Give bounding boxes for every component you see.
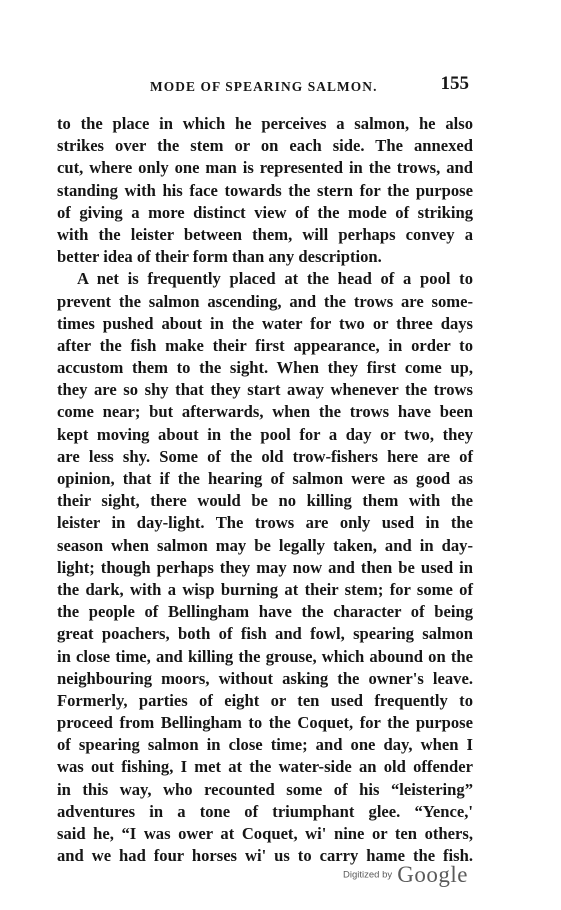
watermark-prefix: Digitized by — [343, 869, 393, 881]
google-logo: Google — [397, 862, 468, 887]
text-line: strikes over the stem or on each side. The annexed — [57, 136, 473, 156]
text-line: of giving a more distinct view of the mode of striking — [57, 202, 473, 222]
text-line: in close time, and killing the grouse, which abound on the — [57, 646, 473, 666]
text-line: adventures in a tone of triumphant glee. “Yence,' — [57, 801, 473, 821]
text-line: times pushed about in the water for two or three days — [57, 313, 473, 333]
text-line: great poachers, both of fish and fowl, spearing salmon — [57, 624, 473, 644]
text-line: opinion, that if the hearing of salmon were as good as — [57, 469, 473, 488]
text-line: said he, “I was ower at Coquet, wi' nine or ten others, — [57, 824, 473, 843]
text-line: of spearing salmon in close time; and one day, when I — [57, 735, 473, 755]
text-line: the people of Bellingham have the character of being — [57, 602, 473, 622]
text-line: with the leister between them, will perhaps convey a — [57, 224, 473, 244]
text-line: season when salmon may be legally taken, and in day- — [57, 535, 473, 555]
text-line: proceed from Bellingham to the Coquet, for the purpose — [57, 713, 473, 733]
text-line: after the fish make their first appearance, in order to — [57, 335, 473, 355]
text-line: standing with his face towards the stern for the purpose — [57, 180, 473, 200]
running-header — [57, 73, 477, 96]
text-line: are less shy. Some of the old trow-fishers here are of — [57, 446, 473, 466]
text-line: to the place in which he perceives a salmon, he also — [57, 114, 473, 133]
text-line: leister in day-light. The trows are only used in the — [57, 513, 473, 533]
text-line: accustom them to the sight. When they first come up, — [57, 358, 473, 378]
text-line: and we had four horses wi' us to carry hame the fish. — [57, 846, 473, 866]
page-number: 155 — [440, 73, 469, 94]
text-line: prevent the salmon ascending, and the trows are some- — [57, 291, 473, 311]
text-line: come near; but afterwards, when the trows have been — [57, 402, 473, 422]
text-line: cut, where only one man is represented in the trows, and — [57, 158, 473, 178]
text-line: Formerly, parties of eight or ten used frequently to — [57, 690, 473, 710]
body-text — [57, 113, 473, 867]
text-line: better idea of their form than any description. — [57, 247, 382, 267]
digitized-watermark — [343, 862, 468, 890]
text-line: their sight, there would be no killing them with the — [57, 491, 473, 511]
text-line: in this way, who recounted some of his “leistering” — [57, 779, 473, 799]
text-line: light; though perhaps they may now and then be used in — [57, 557, 473, 577]
text-line: kept moving about in the pool for a day or two, they — [57, 424, 473, 444]
text-line: they are so shy that they start away whenever the trows — [57, 380, 473, 400]
text-line: neighbouring moors, without asking the owner's leave. — [57, 668, 473, 688]
text-line: A net is frequently placed at the head of a pool to — [77, 269, 473, 289]
text-line: the dark, with a wisp burning at their stem; for some of — [57, 579, 473, 599]
text-line: was out fishing, I met at the water-side an old offender — [57, 757, 473, 777]
header-title: MODE OF SPEARING SALMON. — [150, 79, 378, 94]
